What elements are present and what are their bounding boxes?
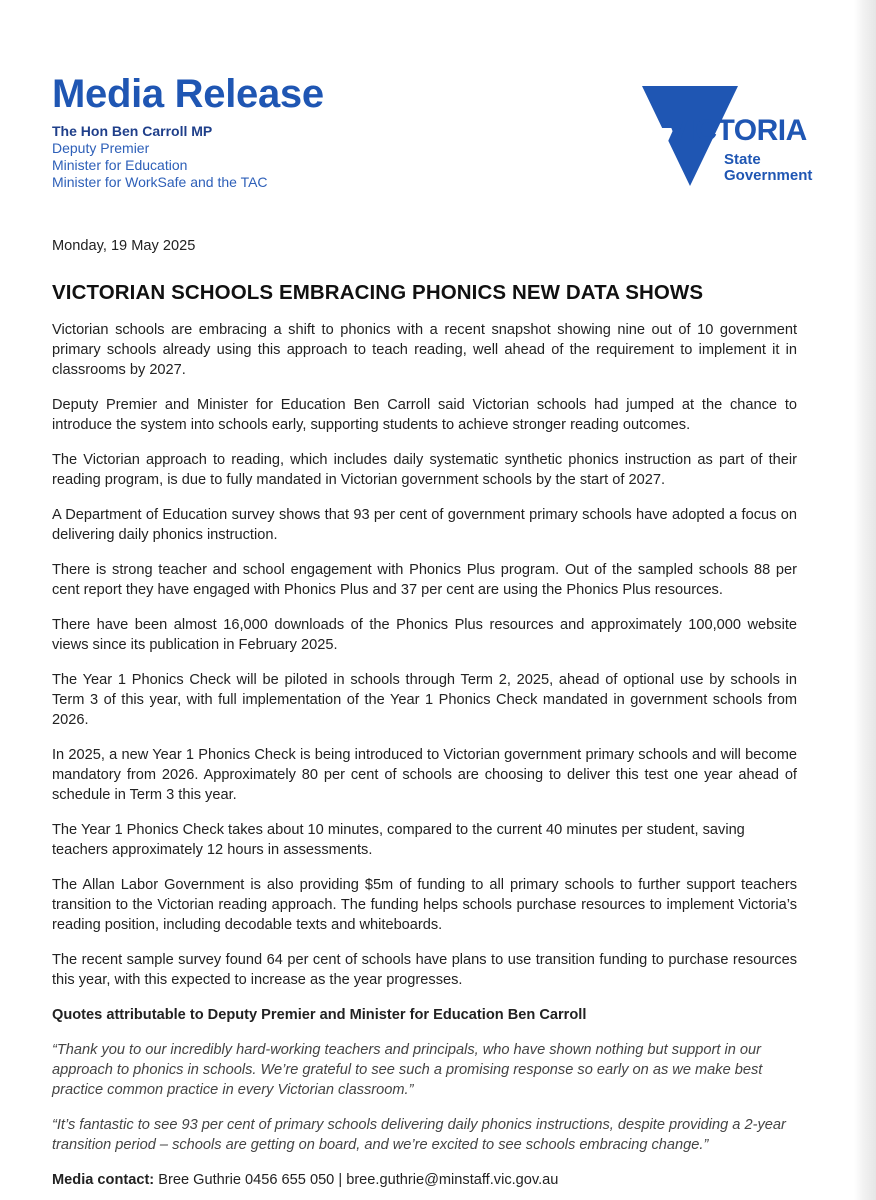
media-contact-details: Bree Guthrie 0456 655 050 | bree.guthrie@minstaff.vic.gov.au — [158, 1172, 559, 1188]
body-paragraph-3: The Victorian approach to reading, which includes daily systematic synthetic phonics instruction as part of their reading program, is due to fully mandated in Victorian government schools by the start of 2027. — [52, 452, 797, 488]
logo-wordmark: VICTORIA — [668, 114, 807, 147]
body-paragraph-9: The Year 1 Phonics Check takes about 10 minutes, compared to the current 40 minutes per student, saving teachers approximately 12 hours in assessments. — [52, 822, 745, 858]
media-contact — [52, 1170, 558, 1190]
release-header — [52, 72, 612, 191]
body-paragraph-6: There have been almost 16,000 downloads of the Phonics Plus resources and approximately 100,000 website views since its publication in February 2025. — [52, 617, 797, 653]
body-paragraph-5: There is strong teacher and school engagement with Phonics Plus program. Out of the sampled schools 88 per cent report they have engaged with Phonics Plus and 37 per cent are using the Phonics Plus resources. — [52, 562, 797, 598]
quote-2: “It’s fantastic to see 93 per cent of primary schools delivering daily phonics instructions, despite providing a 2-year transition period – schools are getting on board, and we’re excited to see schools embracing change.” — [52, 1117, 786, 1153]
minister-role-deputy-premier: Deputy Premier — [52, 140, 150, 156]
release-body — [52, 236, 797, 1170]
victoria-logo-graphic — [640, 84, 830, 194]
minister-name: The Hon Ben Carroll MP — [52, 123, 213, 139]
body-paragraph-2: Deputy Premier and Minister for Education Ben Carroll said Victorian schools had jumped at the chance to introduce the system into schools early, supporting students to achieve stronger reading outcomes. — [52, 397, 797, 433]
media-contact-label: Media contact: — [52, 1172, 155, 1188]
body-paragraph-11: The recent sample survey found 64 per cent of schools have plans to use transition funding to purchase resources this year, with this expected to increase as the year progresses. — [52, 952, 797, 988]
minister-role-education: Minister for Education — [52, 157, 188, 173]
quotes-heading: Quotes attributable to Deputy Premier and Minister for Education Ben Carroll — [52, 1007, 587, 1023]
body-paragraph-8: In 2025, a new Year 1 Phonics Check is being introduced to Victorian government primary schools and will become mandatory from 2026. Approximately 80 per cent of schools are choosing to deliver this test one year ahead of schedule in Term 3 this year. — [52, 747, 797, 803]
body-paragraph-1: Victorian schools are embracing a shift to phonics with a recent snapshot showing nine out of 10 government primary schools already using this approach to teach reading, well ahead of the requirement to implement it in classrooms by 2027. — [52, 322, 797, 378]
page-title: Media Release — [52, 72, 324, 116]
page-edge-shadow — [854, 0, 876, 1200]
quote-1: “Thank you to our incredibly hard-working teachers and principals, who have shown nothing but support in our approach to phonics in schools. We’re grateful to see such a promising response so early on as we make best practice common practice in every Victorian classroom.” — [52, 1042, 763, 1098]
logo-line-government: Government — [724, 167, 813, 184]
body-paragraph-7: The Year 1 Phonics Check will be piloted in schools through Term 2, 2025, ahead of optional use by schools in Term 3 of this year, with full implementation of the Year 1 Phonics Check mandated in government schools from 2026. — [52, 672, 797, 728]
headline: VICTORIAN SCHOOLS EMBRACING PHONICS NEW DATA SHOWS — [52, 281, 704, 304]
victoria-state-government-logo — [640, 84, 830, 194]
release-date: Monday, 19 May 2025 — [52, 238, 196, 254]
body-paragraph-4: A Department of Education survey shows that 93 per cent of government primary schools have adopted a focus on delivering daily phonics instruction. — [52, 507, 797, 543]
body-paragraph-10: The Allan Labor Government is also providing $5m of funding to all primary schools to further support teachers transition to the Victorian reading approach. The funding helps schools purchase resources to implement Victoria’s reading position, including decodable texts and whiteboards. — [52, 877, 797, 933]
minister-role-worksafe: Minister for WorkSafe and the TAC — [52, 174, 268, 190]
logo-line-state: State — [724, 151, 761, 168]
